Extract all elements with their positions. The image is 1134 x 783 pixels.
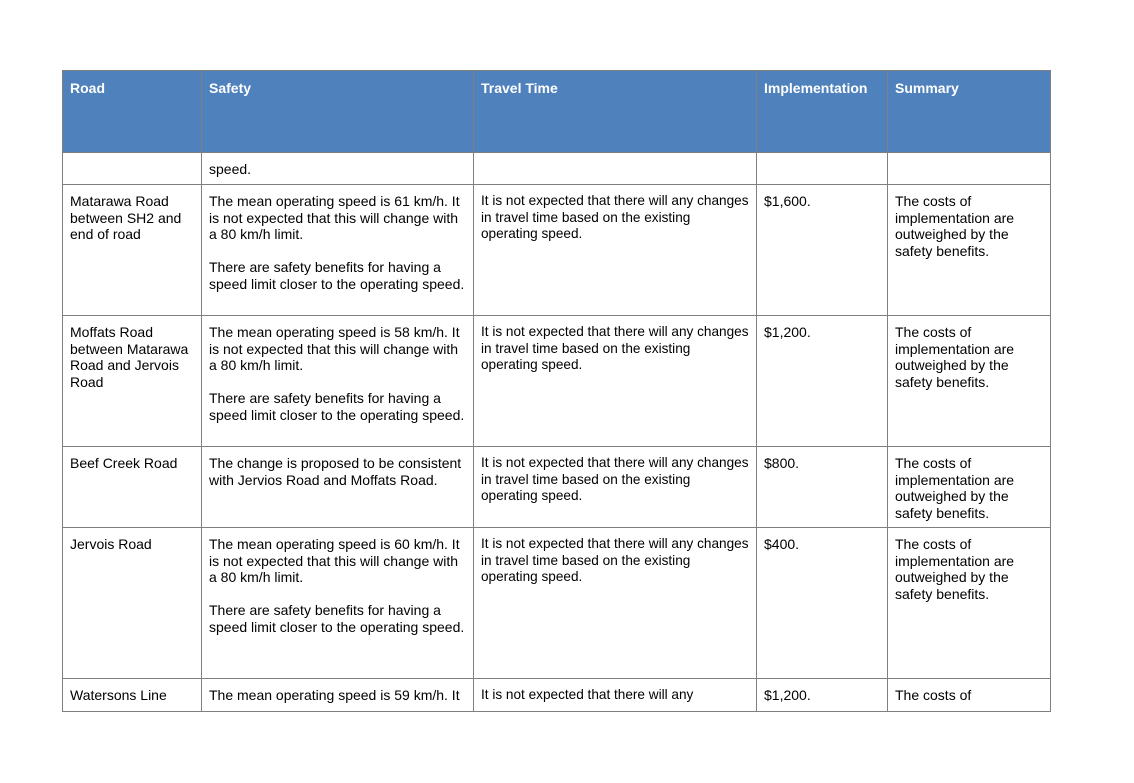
header-row <box>63 71 1051 153</box>
cell-road: Jervois Road <box>63 528 202 679</box>
table-body <box>63 153 1051 712</box>
cell-summary: The costs of implementation are outweighed by the safety benefits. <box>888 447 1051 528</box>
cell-implementation: $1,200. <box>757 679 888 712</box>
safety-text: There are safety benefits for having a speed limit closer to the operating speed. <box>209 602 465 635</box>
safety-text: speed. <box>209 161 252 177</box>
table-row <box>63 185 1051 316</box>
safety-text: The mean operating speed is 59 km/h. It <box>209 687 460 703</box>
safety-text: The mean operating speed is 60 km/h. It is not expected that this will change with a 80 km/h limit. <box>209 536 460 585</box>
cell-implementation: $1,600. <box>757 185 888 316</box>
cell-safety <box>202 185 474 316</box>
speed-limit-assessment-table <box>62 70 1051 712</box>
cell-road <box>63 153 202 185</box>
safety-text: The mean operating speed is 58 km/h. It is not expected that this will change with a 80 km/h limit. <box>209 324 460 373</box>
cell-safety <box>202 447 474 528</box>
header-summary: Summary <box>888 71 1051 153</box>
cell-road: Moffats Road between Matarawa Road and Jervois Road <box>63 316 202 447</box>
cell-safety <box>202 528 474 679</box>
safety-text: There are safety benefits for having a speed limit closer to the operating speed. <box>209 259 465 292</box>
cell-summary: The costs of <box>888 679 1051 712</box>
cell-implementation: $400. <box>757 528 888 679</box>
cell-travel-time: It is not expected that there will any changes in travel time based on the existing operating speed. <box>474 447 757 528</box>
safety-text: The change is proposed to be consistent with Jervios Road and Moffats Road. <box>209 455 462 488</box>
header-road: Road <box>63 71 202 153</box>
table-row <box>63 528 1051 679</box>
header-implementation: Implementation <box>757 71 888 153</box>
table-row-continuation <box>63 153 1051 185</box>
cell-travel-time: It is not expected that there will any <box>474 679 757 712</box>
header-travel-time: Travel Time <box>474 71 757 153</box>
cell-safety <box>202 153 474 185</box>
safety-text: There are safety benefits for having a speed limit closer to the operating speed. <box>209 390 465 423</box>
cell-safety <box>202 316 474 447</box>
cell-travel-time: It is not expected that there will any changes in travel time based on the existing operating speed. <box>474 528 757 679</box>
cell-implementation <box>757 153 888 185</box>
cell-travel-time: It is not expected that there will any changes in travel time based on the existing operating speed. <box>474 316 757 447</box>
cell-travel-time <box>474 153 757 185</box>
cell-summary <box>888 153 1051 185</box>
cell-travel-time: It is not expected that there will any changes in travel time based on the existing operating speed. <box>474 185 757 316</box>
cell-implementation: $1,200. <box>757 316 888 447</box>
cell-road: Matarawa Road between SH2 and end of road <box>63 185 202 316</box>
table-header <box>63 71 1051 153</box>
table-row <box>63 447 1051 528</box>
cell-summary: The costs of implementation are outweighed by the safety benefits. <box>888 185 1051 316</box>
table-row <box>63 679 1051 712</box>
cell-road: Beef Creek Road <box>63 447 202 528</box>
header-safety: Safety <box>202 71 474 153</box>
cell-road: Watersons Line <box>63 679 202 712</box>
safety-text: The mean operating speed is 61 km/h. It is not expected that this will change with a 80 km/h limit. <box>209 193 460 242</box>
cell-implementation: $800. <box>757 447 888 528</box>
cell-safety <box>202 679 474 712</box>
table-row <box>63 316 1051 447</box>
cell-summary: The costs of implementation are outweighed by the safety benefits. <box>888 528 1051 679</box>
cell-summary: The costs of implementation are outweighed by the safety benefits. <box>888 316 1051 447</box>
